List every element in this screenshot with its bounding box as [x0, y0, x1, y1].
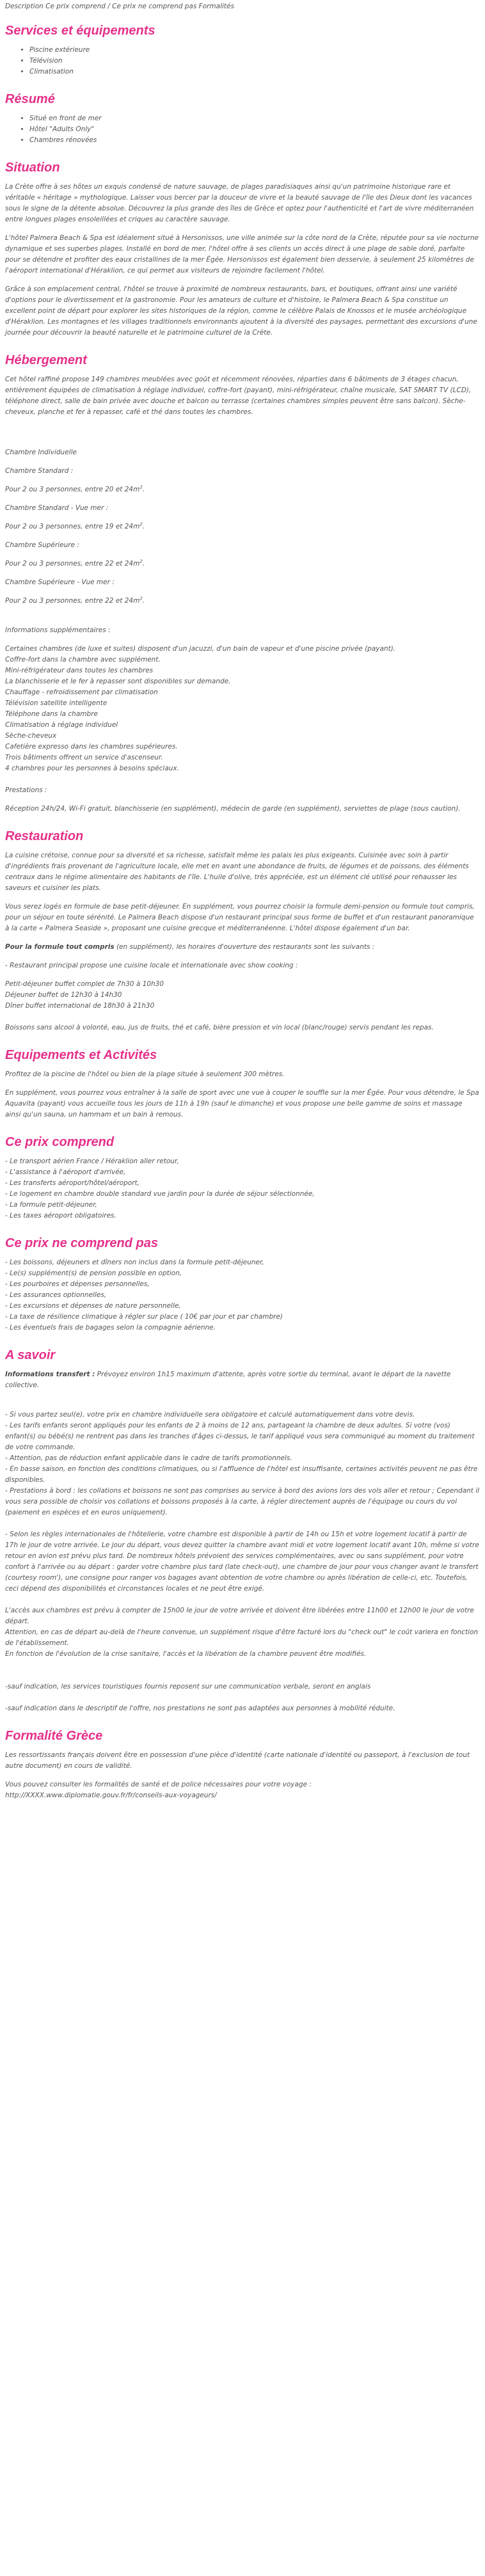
- list-item: • Situé en front de mer: [29, 113, 480, 124]
- services-title: Services et équipements: [5, 24, 155, 38]
- tab-ce-prix-comprend[interactable]: Ce prix comprend: [45, 3, 106, 10]
- meal-times: [5, 979, 480, 1012]
- equipements-paragraph: Profitez de la piscine de l'hôtel ou bien de la plage située à seulement 300 mètres.: [5, 1070, 285, 1078]
- situation-paragraph: Grâce à son emplacement central, l'hôtel se trouve à proximité de nombreux restaurants, bars, et boutiques, offrant ainsi une variété d'options pour le divertissement et la gastronomie. Pour les amateurs de culture et d'histoire, le Palmera Beach & Spa constitue un excellent point de départ pour explorer les sites historiques de la région, comme le célèbre Palais de Knossos et le musée archéologique d'Héraklion. Les montagnes et les villages traditionnels environnants ajoutent à la diversité des paysages, permettant des excursions d'une journée pour découvrir la beauté naturelle et le patrimoine culturel de la Crète.: [5, 285, 477, 337]
- room-name: Chambre Supérieure :: [5, 541, 79, 549]
- room-name: Chambre Standard - Vue mer :: [5, 504, 109, 512]
- comprend-line: - Les transferts aéroport/hôtel/aéroport,: [5, 1179, 139, 1187]
- restauration-title: Restauration: [5, 829, 84, 843]
- savoir-line: - En basse saison, en fonction des conditions climatiques, ou si l'affluence de l'hôtel est insuffisante, certaines activités peuvent ne pas être disponibles.: [5, 1465, 478, 1484]
- comprend-line: - Les taxes aéroport obligatoires.: [5, 1212, 116, 1220]
- ne-comprend-list: [5, 1257, 480, 1333]
- main-restaurant: - Restaurant principal propose une cuisine locale et internationale avec show cooking :: [5, 962, 298, 969]
- tab-formalites[interactable]: Formalités: [198, 3, 234, 10]
- info-supp-list: [5, 644, 480, 774]
- savoir-line: -sauf indication dans le descriptif de l'offre, nos prestations ne sont pas adaptées aux personnes à mobilité réduite.: [5, 1705, 395, 1712]
- situation-paragraph: L'hôtel Palmera Beach & Spa est idéalement situé à Hersonissos, une ville animée sur la côte nord de la Crète, réputée pour sa vie nocturne dynamique et ses superbes plages. Installé en bord de mer, l'hôtel offre à ses clients un accès direct à une plage de sable doré, parfaite pour se détendre et profiter des eaux cristallines de la mer Égée. Hersonissos est également bien desservie, à seulement 25 kilomètres de l'aéroport international d'Héraklion, ce qui permet aux visiteurs de rejoindre facilement l'hôtel.: [5, 234, 479, 274]
- formula-line: Pour la formule tout compris (en supplément), les horaires d'ouverture des restaurants sont les suivants :: [5, 943, 375, 951]
- hebergement-title: Hébergement: [5, 353, 87, 367]
- formalite-paragraph: Les ressortissants français doivent être en possession d'une pièce d'identité (carte nationale d'identité ou passeport, à l'exclusion de tout autre document) en cours de validité.: [5, 1751, 470, 1770]
- formalite-consult: [5, 1779, 480, 1801]
- ne-comprend-line: - Le(s) supplément(s) de pension possible en option,: [5, 1269, 182, 1277]
- ne-comprend-title: Ce prix ne comprend pas: [5, 1236, 158, 1250]
- meal-line: Déjeuner buffet de 12h30 à 14h30: [5, 991, 122, 999]
- savoir-line: - Les tarifs enfants seront appliqués pour les enfants de 2 à moins de 12 ans, partageant la chambre de deux adultes. Si votre (vos) enfant(s) ou bébé(s) ne rentrent pas dans les tranches d'âges ci-dessus, le tarif appliqué vous sera communiqué au moment du traitement de votre commande.: [5, 1422, 475, 1451]
- room-size: Pour 2 ou 3 personnes, entre 22 et $24m^2$.: [5, 559, 145, 568]
- tab-separator: /: [107, 3, 110, 10]
- transfer-bold: Informations transfert :: [5, 1371, 95, 1378]
- resume-title: Résumé: [5, 92, 55, 106]
- info-line: Mini-réfrigérateur dans toutes les chambres: [5, 667, 154, 674]
- services-list: [5, 45, 480, 77]
- room-name: Chambre Supérieure - Vue mer :: [5, 578, 115, 586]
- info-supp-title: Informations supplémentaires :: [5, 626, 111, 634]
- tabs-bar: [5, 0, 480, 12]
- list-item: • Chambres rénovées: [29, 135, 480, 146]
- formalite-title: Formalité Grèce: [5, 1729, 103, 1743]
- ne-comprend-line: - La taxe de résilience climatique à régler sur place ( 10€ par jour et par chambre): [5, 1313, 283, 1321]
- resume-list: [5, 113, 480, 146]
- meal-line: Dîner buffet international de 18h30 à 21h30: [5, 1002, 155, 1010]
- info-line: Certaines chambres (de luxe et suites) disposent d'un jacuzzi, d'un bain de vapeur et d'une piscine privée (payant).: [5, 645, 396, 653]
- list-item: • Climatisation: [29, 67, 480, 77]
- tab-description[interactable]: Description: [5, 3, 44, 10]
- list-item: • Hôtel "Adults Only": [29, 124, 480, 135]
- restauration-paragraph: Vous serez logés en formule de base petit-déjeuner. En supplément, vous pourrez choisir la formule demi-pension ou formule tout compris, pour un séjour en toute sérénité. Le Palmera Beach dispose d'un restaurant principal sous forme de buffet et d'un restaurant panoramique à la carte « Palmera Seaside », proposant une cuisine grecque et méditerranéenne. L'hôtel dispose également d'un bar.: [5, 903, 475, 932]
- prestations-title: Prestations :: [5, 786, 47, 794]
- comprend-line: - L'assistance à l'aéroport d'arrivée,: [5, 1168, 126, 1176]
- comprend-line: - Le logement en chambre double standard vue jardin pour la durée de séjour sélectionnée,: [5, 1190, 315, 1198]
- ne-comprend-line: - Les boissons, déjeuners et dîners non inclus dans la formule petit-déjeuner,: [5, 1259, 264, 1266]
- ne-comprend-line: - Les éventuels frais de bagages selon la compagnie aérienne.: [5, 1324, 216, 1332]
- sup-2: 2: [139, 484, 143, 490]
- prestations-text: Réception 24h/24, Wi-Fi gratuit, blanchisserie (en supplément), médecin de garde (en supplément), serviettes de plage (sous caution).: [5, 805, 461, 813]
- savoir-line: Attention, en cas de départ au-delà de l'heure convenue, un supplément risque d'être facturé lors du "check out" le coût variera en fonction de l'établissement.: [5, 1628, 479, 1647]
- drinks-text: Boissons sans alcool à volonté, eau, jus de fruits, thé et café, bière pression et vin local (blanc/rouge) servis pendant les repas.: [5, 1024, 434, 1031]
- situation-title: Situation: [5, 161, 60, 175]
- info-line: La blanchisserie et le fer à repasser sont disponibles sur demande.: [5, 678, 231, 685]
- info-line: Chauffage - refroidissement par climatisation: [5, 688, 158, 696]
- equipements-paragraph: En supplément, vous pourrez vous entraîner à la salle de sport avec une vue à couper le souffle sur la mer Égée. Pour vous détendre, le Spa Aquavita (payant) vous accueille tous les jours de 11h à 19h (sauf le dimanche) et vous propose une belle gamme de soins et massage ainsi qu'un sauna, un hammam et un bain à remous.: [5, 1089, 479, 1118]
- savoir-title: A savoir: [5, 1348, 56, 1362]
- situation-paragraph: La Crète offre à ses hôtes un exquis condensé de nature sauvage, de plages paradisiaques ainsi qu'un patrimoine historique rare et véritable « héritage » mythologique. Laisser vous bercer par la douceur de vivre et la beauté sauvage de l'île des Dieux dont les vacances sous le signe de la détente absolue. Découvrez la plus grande des îles de Grèce et optez pour l'authenticité et l'art de vivre méditerranéen entre longues plages ensoleillées et criques au caractère sauvage.: [5, 183, 474, 223]
- diplomatie-link[interactable]: http://XXXX.www.diplomatie.gouv.fr/fr/conseils-aux-voyageurs/: [5, 1792, 217, 1799]
- info-line: Climatisation à réglage individuel: [5, 721, 118, 729]
- savoir-block-4: [5, 1682, 480, 1714]
- hebergement-intro: Cet hôtel raffiné propose 149 chambres meublées avec goût et récemment rénovées, réparties dans 6 bâtiments de 3 étages chacun, entièrement équipées de climatisation à réglage individuel, coffre-fort (payant), mini-réfrigérateur, chaîne musicale, SAT SMART TV (LCD), téléphone direct, salle de bain privée avec douche et balcon ou terrasse (certaines chambres simples peuvent être sans balcon). Sèche-cheveux, planche et fer à repasser, café et thé dans toutes les chambres.: [5, 376, 472, 416]
- savoir-block-3: [5, 1605, 480, 1660]
- restauration-paragraph: La cuisine crétoise, connue pour sa diversité et sa richesse, satisfait même les palais les plus exigeants. Cuisinée avec soin à partir d'ingrédients frais provenant de l'agriculture locale, elle met en avant une abondance de fruits, de légumes et de poissons, des éléments centraux dans le régime alimentaire des habitants de l'île. L'huile d'olive, très appréciée, est un élément clé utilisé pour rehausser les saveurs et cuisiner les plats.: [5, 852, 469, 892]
- info-line: Sèche-cheveux: [5, 732, 57, 740]
- info-line: Coffre-fort dans la chambre avec supplément.: [5, 656, 161, 664]
- ne-comprend-line: - Les assurances optionnelles,: [5, 1291, 107, 1299]
- info-line: Téléphone dans la chambre: [5, 710, 98, 718]
- savoir-line: - Selon les règles internationales de l'hôtellerie, votre chambre est disponible à partir de 14h ou 15h et votre logement locatif à partir de 17h le jour de votre arrivée. Le jour du départ, vous devez quitter la chambre avant midi et votre logement locatif avant 10h, même si votre retour en avion est prévu plus tard. De nombreux hôtels prévoient des services complémentaires, avec ou sans supplément, pour votre confort à l'arrivée ou au départ : garder votre chambre plus tard (late check-out), une chambre de jour pour vous changer avant le transfert (courtesy room'), une consigne pour ranger vos bagages avant obtention de votre chambre ou après libération de celle-ci, etc. Toutefois, ceci dépend des disponibilités et circonstances locales et ne peut être exigé.: [5, 1530, 479, 1593]
- room-name: Chambre Standard :: [5, 467, 74, 475]
- info-line: Télévision satellite intelligente: [5, 699, 107, 707]
- savoir-line: - Si vous partez seul(e), votre prix en chambre individuelle sera obligatoire et calculé automatiquement dans votre devis.: [5, 1411, 415, 1419]
- info-line: Trois bâtiments offrent un service d'ascenseur.: [5, 754, 163, 761]
- savoir-line: - Prestations à bord : les collations et boissons ne sont pas comprises au service à bord des avions lors des vols aller et retour ; Cependant il vous sera possible de choisir vos collations et boissons proposés à la carte, à régler directement auprès de l'équipage ou cours du vol (paiement en espèces et en euros uniquement).: [5, 1487, 480, 1516]
- comprend-list: [5, 1156, 480, 1221]
- ne-comprend-line: - Les pourboires et dépenses personnelles,: [5, 1280, 150, 1288]
- comprend-line: - La formule petit-déjeuner,: [5, 1201, 97, 1209]
- savoir-line: - Attention, pas de réduction enfant applicable dans le cadre de tarifs promotionnels.: [5, 1454, 292, 1462]
- comprend-title: Ce prix comprend: [5, 1135, 115, 1149]
- ne-comprend-line: - Les excursions et dépenses de nature personnelle,: [5, 1302, 181, 1310]
- room-size: Pour 2 ou 3 personnes, entre 19 et $24m^2$.: [5, 521, 145, 530]
- transfer-info: Informations transfert : Prévoyez environ 1h15 maximum d'attente, après votre sortie du terminal, avant le départ de la navette collective.: [5, 1371, 451, 1389]
- room-size: Pour 2 ou 3 personnes, entre 22 et $24m^2$.: [5, 596, 145, 605]
- savoir-line: L'accès aux chambres est prévu à compter de 15h00 le jour de votre arrivée et doivent être libérées entre 11h00 et 12h00 le jour de votre départ.: [5, 1607, 474, 1625]
- savoir-block-1: [5, 1410, 480, 1518]
- savoir-line: -sauf indication, les services touristiques fournis reposent sur une communication verbale, seront en anglais: [5, 1683, 371, 1690]
- equipements-title: Equipements et Activités: [5, 1048, 157, 1062]
- info-line: 4 chambres pour les personnes à besoins spéciaux.: [5, 765, 179, 772]
- formalite-paragraph: Vous pouvez consulter les formalités de santé et de police nécessaires pour votre voyage :: [5, 1781, 312, 1788]
- savoir-block-2: [5, 1529, 480, 1594]
- room-name: Chambre Individuelle: [5, 449, 77, 456]
- savoir-line: En fonction de l'évolution de la crise sanitaire, l'accès et la libération de la chambre peuvent être modifiés.: [5, 1650, 367, 1658]
- meal-line: Petit-déjeuner buffet complet de 7h30 à 10h30: [5, 980, 164, 988]
- comprend-line: - Le transport aérien France / Héraklion aller retour,: [5, 1157, 179, 1165]
- list-item: • Piscine extérieure: [29, 45, 480, 56]
- list-item: • Télévision: [29, 56, 480, 67]
- tab-ce-prix-ne-comprend-pas[interactable]: Ce prix ne comprend pas: [112, 3, 197, 10]
- formula-bold: Pour la formule tout compris: [5, 943, 115, 951]
- room-size: Pour 2 ou 3 personnes, entre 20 et $24m^2$.: [5, 484, 145, 493]
- info-line: Cafetière expresso dans les chambres supérieures.: [5, 743, 178, 751]
